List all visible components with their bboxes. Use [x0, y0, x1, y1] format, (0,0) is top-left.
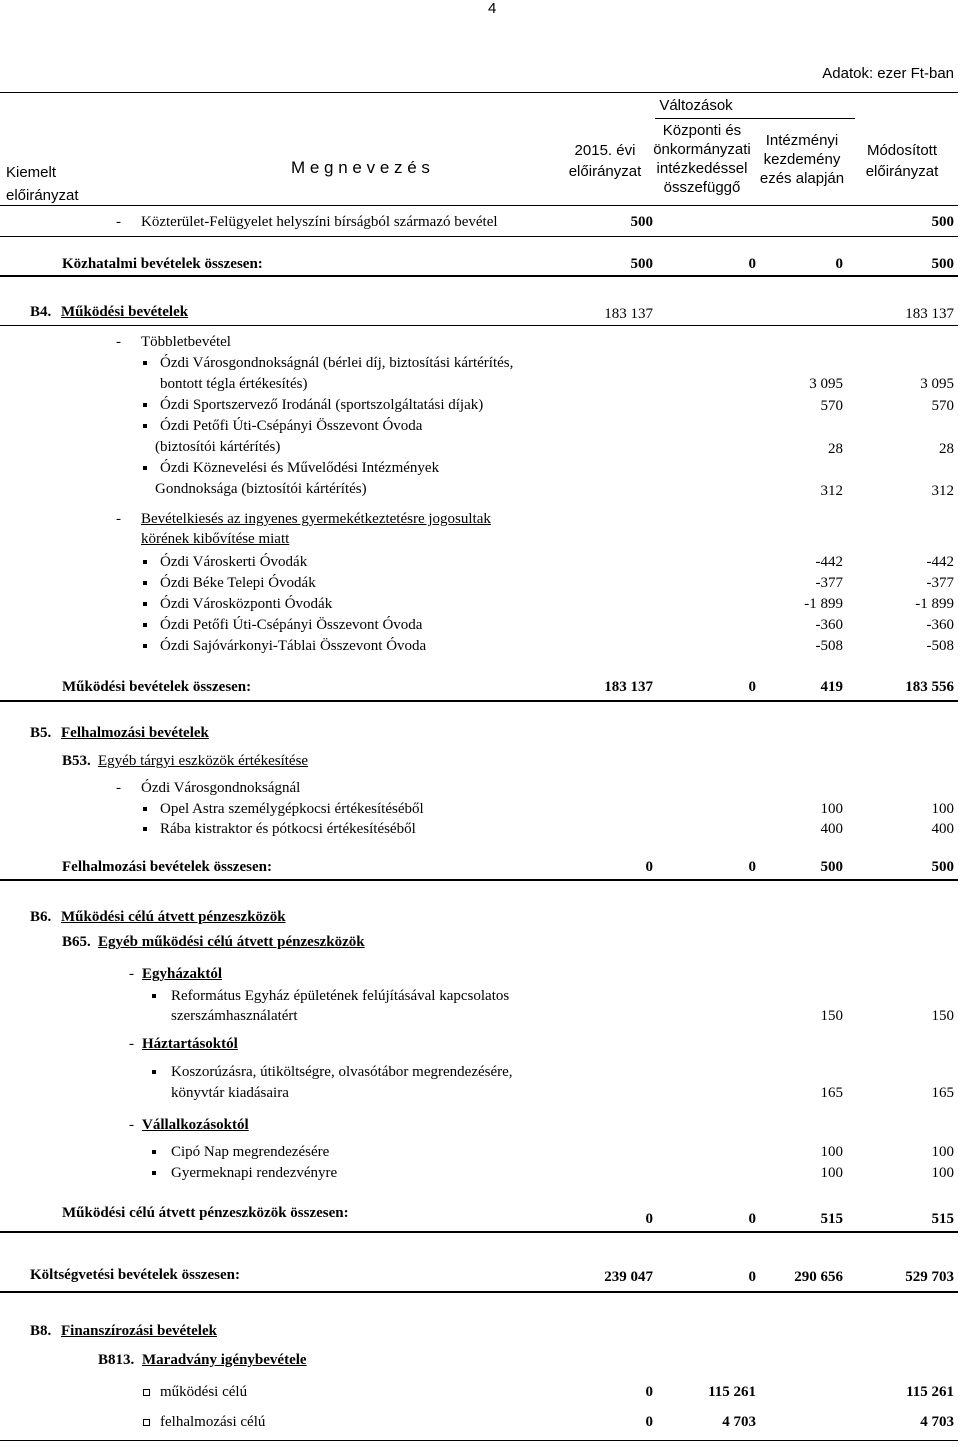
total-koltsegvetesi-label: Költségvetési bevételek összesen: [30, 1267, 240, 1283]
row-petofi1-line2: (biztosítói kártérítés) [155, 439, 281, 455]
row-ovoda-2: Ózdi Városközponti Óvodák [160, 596, 333, 612]
row-petofi1-int: 28 [828, 441, 843, 457]
total-kozhatalmi-label: Közhatalmi bevételek összesen: [62, 256, 263, 272]
bullet [143, 560, 147, 564]
section-code: B5. [30, 725, 52, 741]
row-ovoda-3: Ózdi Petőfi Úti-Csépányi Összevont Óvoda [160, 617, 423, 633]
row-felhalm-celu-text: felhalmozási célú [160, 1414, 266, 1430]
row-ovoda-2-mod: -1 899 [915, 596, 954, 612]
bullet [152, 1070, 156, 1074]
row-gyermek-mod: 100 [931, 1165, 954, 1181]
row-raba-int: 400 [820, 821, 843, 837]
row-dash: - [116, 511, 121, 527]
row-ovoda-4-mod: -508 [926, 638, 954, 654]
section-title-b5: Felhalmozási bevételek [61, 725, 209, 741]
row-dash: - [116, 334, 121, 350]
header-valtozasok: Változások [659, 97, 733, 114]
total-mukodesi-koz: 0 [748, 679, 756, 695]
bottom-rule [0, 1440, 958, 1441]
row-opel-mod: 100 [931, 801, 954, 817]
total-atvett-label: Működési célú átvett pénzeszközök összesen: [62, 1205, 349, 1221]
units-note: Adatok: ezer Ft-ban [822, 65, 954, 82]
bullet [143, 644, 147, 648]
row-ovoda-2-int: -1 899 [804, 596, 843, 612]
group-vallalk: Vállalkozásoktól [142, 1117, 249, 1133]
row-sport-mod: 570 [931, 398, 954, 414]
row-reform-mod: 150 [931, 1008, 954, 1024]
total-kozhatalmi-int: 0 [835, 256, 843, 272]
row-ovoda-1-int: -377 [815, 575, 843, 591]
row-mukodesi-celu-text: működési célú [160, 1384, 248, 1400]
bullet [143, 1419, 150, 1426]
bullet [143, 602, 147, 606]
row-mukodesi-celu-2015: 0 [645, 1384, 653, 1400]
subsection-title-b65: Egyéb működési célú átvett pénzeszközök [98, 934, 365, 950]
row-ovoda-4: Ózdi Sajóvárkonyi-Táblai Összevont Óvoda [160, 638, 427, 654]
subsection-code: B53. [62, 753, 91, 769]
row-koszoru-int: 165 [820, 1085, 843, 1101]
header-kiemelt: Kiemelt előirányzat [6, 164, 79, 204]
row-dash: - [116, 780, 121, 796]
row-mukodesi-celu-koz: 115 261 [708, 1384, 756, 1400]
row-cipo-int: 100 [820, 1144, 843, 1160]
total-rule [0, 1231, 958, 1233]
row-mukodesi-celu-mod: 115 261 [906, 1384, 954, 1400]
total-rule [0, 275, 958, 277]
row-petofi1-line1: Ózdi Petőfi Úti-Csépányi Összevont Óvoda [160, 418, 423, 434]
total-atvett-koz: 0 [748, 1211, 756, 1227]
bullet [143, 361, 147, 365]
row-gyermek-int: 100 [820, 1165, 843, 1181]
header-2015: 2015. évi előirányzat [568, 142, 642, 180]
row-dash: - [129, 1117, 134, 1133]
total-kozhatalmi-koz: 0 [748, 256, 756, 272]
row-ovoda-0: Ózdi Városkerti Óvodák [160, 554, 308, 570]
row-koznev-line1: Ózdi Köznevelési és Művelődési Intézmények [160, 460, 440, 476]
total-koltsegvetesi-koz: 0 [748, 1269, 756, 1285]
page-number: 4 [488, 0, 497, 17]
row-rule [0, 325, 958, 326]
total-felhalm-koz: 0 [748, 859, 756, 875]
total-kozhatalmi-mod: 500 [931, 256, 954, 272]
header-megnevezes: M e g n e v e z é s [291, 158, 430, 177]
total-koltsegvetesi-mod: 529 703 [905, 1269, 954, 1285]
total-felhalm-2015: 0 [645, 859, 653, 875]
header-changes-rule [655, 118, 855, 119]
header-intezmenyi: Intézményi kezdemény ezés alapján [759, 132, 845, 187]
subsection-title-b813: Maradvány igénybevétele [142, 1352, 307, 1368]
bullet [143, 581, 147, 585]
header-modositott: Módosított előirányzat [865, 142, 939, 180]
header-bottom-rule [0, 205, 958, 206]
row-opel-int: 100 [820, 801, 843, 817]
row-ovoda-3-int: -360 [815, 617, 843, 633]
row-ovoda-1-mod: -377 [926, 575, 954, 591]
row-reform-line2: szerszámhasználatért [171, 1008, 298, 1024]
header-kozponti: Központi és önkormányzati intézkedéssel összefüggő [653, 122, 751, 196]
b4-2015: 183 137 [604, 306, 653, 322]
total-mukodesi-2015: 183 137 [604, 679, 653, 695]
row-kieses-line2: körének kibővítése miatt [141, 531, 290, 547]
row-reform-line1: Református Egyház épületének felújításával kapcsolatos [171, 988, 510, 1004]
bullet [152, 994, 156, 998]
row-koszoru-mod: 165 [931, 1085, 954, 1101]
row-felhalm-celu-koz: 4 703 [722, 1414, 756, 1430]
section-code: B8. [30, 1323, 52, 1339]
bullet [143, 827, 147, 831]
row-raba-text: Rába kistraktor és pótkocsi értékesítéséből [160, 821, 416, 837]
total-mukodesi-label: Működési bevételek összesen: [62, 679, 252, 695]
section-code: B6. [30, 909, 52, 925]
subsection-title-b53: Egyéb tárgyi eszközök értékesítése [98, 753, 309, 769]
row-raba-mod: 400 [931, 821, 954, 837]
row-felhalm-celu-mod: 4 703 [920, 1414, 954, 1430]
section-title-b4: Működési bevételek [61, 304, 189, 320]
bullet [143, 466, 147, 470]
total-felhalm-label: Felhalmozási bevételek összesen: [62, 859, 272, 875]
bullet [143, 807, 147, 811]
row-opel-text: Opel Astra személygépkocsi értékesítéséből [160, 801, 424, 817]
row-koznev-line2: Gondnoksága (biztosítói kártérítés) [155, 481, 367, 497]
total-mukodesi-int: 419 [820, 679, 843, 695]
bullet [152, 1171, 156, 1175]
bullet [152, 1150, 156, 1154]
total-atvett-2015: 0 [645, 1211, 653, 1227]
total-koltsegvetesi-int: 290 656 [794, 1269, 843, 1285]
row-varosgond-line2: bontott tégla értékesítés) [160, 376, 308, 392]
b4-mod: 183 137 [905, 306, 954, 322]
row-felhalm-celu-2015: 0 [645, 1414, 653, 1430]
row-ovoda-3-mod: -360 [926, 617, 954, 633]
total-atvett-mod: 515 [931, 1211, 954, 1227]
section-title-b6: Működési célú átvett pénzeszközök [61, 909, 286, 925]
group-egyhaz: Egyházaktól [142, 966, 223, 982]
bullet [143, 403, 147, 407]
header-top-rule [0, 92, 958, 93]
row-koznev-int: 312 [820, 483, 843, 499]
row-cipo-text: Cipó Nap megrendezésére [171, 1144, 330, 1160]
row-cipo-mod: 100 [931, 1144, 954, 1160]
total-kozhatalmi-2015: 500 [630, 256, 653, 272]
total-atvett-int: 515 [820, 1211, 843, 1227]
total-felhalm-mod: 500 [931, 859, 954, 875]
row-tobblet: Többletbevétel [141, 334, 231, 350]
row-rule [0, 236, 958, 237]
row-varosgond-int: 3 095 [809, 376, 843, 392]
group-haztart: Háztartásoktól [142, 1036, 238, 1052]
row-ovoda-0-mod: -442 [926, 554, 954, 570]
total-rule [0, 700, 958, 702]
row-gyermek-text: Gyermeknapi rendezvényre [171, 1165, 338, 1181]
bullet [143, 623, 147, 627]
row-kieses-line1: Bevételkiesés az ingyenes gyermekétkeztetésre jogosultak [141, 511, 491, 527]
row-dash: - [116, 214, 121, 230]
row-sport-text: Ózdi Sportszervező Irodánál (sportszolgáltatási díjak) [160, 397, 484, 413]
row-kozterulet-text: Közterület-Felügyelet helyszíni bírságból származó bevétel [141, 214, 498, 230]
row-dash: - [129, 1036, 134, 1052]
total-rule [0, 879, 958, 881]
row-varosgond-line1: Ózdi Városgondnokságnál (bérlei díj, biztosítási kártérítés, [160, 355, 514, 371]
subsection-code: B813. [98, 1352, 135, 1368]
row-koszoru-line1: Koszorúzásra, útiköltségre, olvasótábor megrendezésére, [171, 1064, 513, 1080]
row-varosgond-mod: 3 095 [920, 376, 954, 392]
row-ovoda-1: Ózdi Béke Telepi Óvodák [160, 575, 316, 591]
total-koltsegvetesi-2015: 239 047 [604, 1269, 653, 1285]
row-kozterulet-mod: 500 [931, 214, 954, 230]
bullet [143, 1389, 150, 1396]
row-sport-int: 570 [820, 398, 843, 414]
total-rule [0, 1291, 958, 1293]
section-code: B4. [30, 304, 52, 320]
row-ovoda-4-int: -508 [815, 638, 843, 654]
subsection-code: B65. [62, 934, 91, 950]
row-varosgond2: Ózdi Városgondnokságnál [141, 780, 301, 796]
row-petofi1-mod: 28 [939, 441, 954, 457]
row-ovoda-0-int: -442 [815, 554, 843, 570]
bullet [143, 424, 147, 428]
row-kozterulet-2015: 500 [630, 214, 653, 230]
row-koznev-mod: 312 [931, 483, 954, 499]
row-reform-int: 150 [820, 1008, 843, 1024]
total-felhalm-int: 500 [820, 859, 843, 875]
section-title-b8: Finanszírozási bevételek [61, 1323, 217, 1339]
total-mukodesi-mod: 183 556 [905, 679, 954, 695]
row-koszoru-line2: könyvtár kiadásaira [171, 1085, 289, 1101]
row-dash: - [129, 966, 134, 982]
